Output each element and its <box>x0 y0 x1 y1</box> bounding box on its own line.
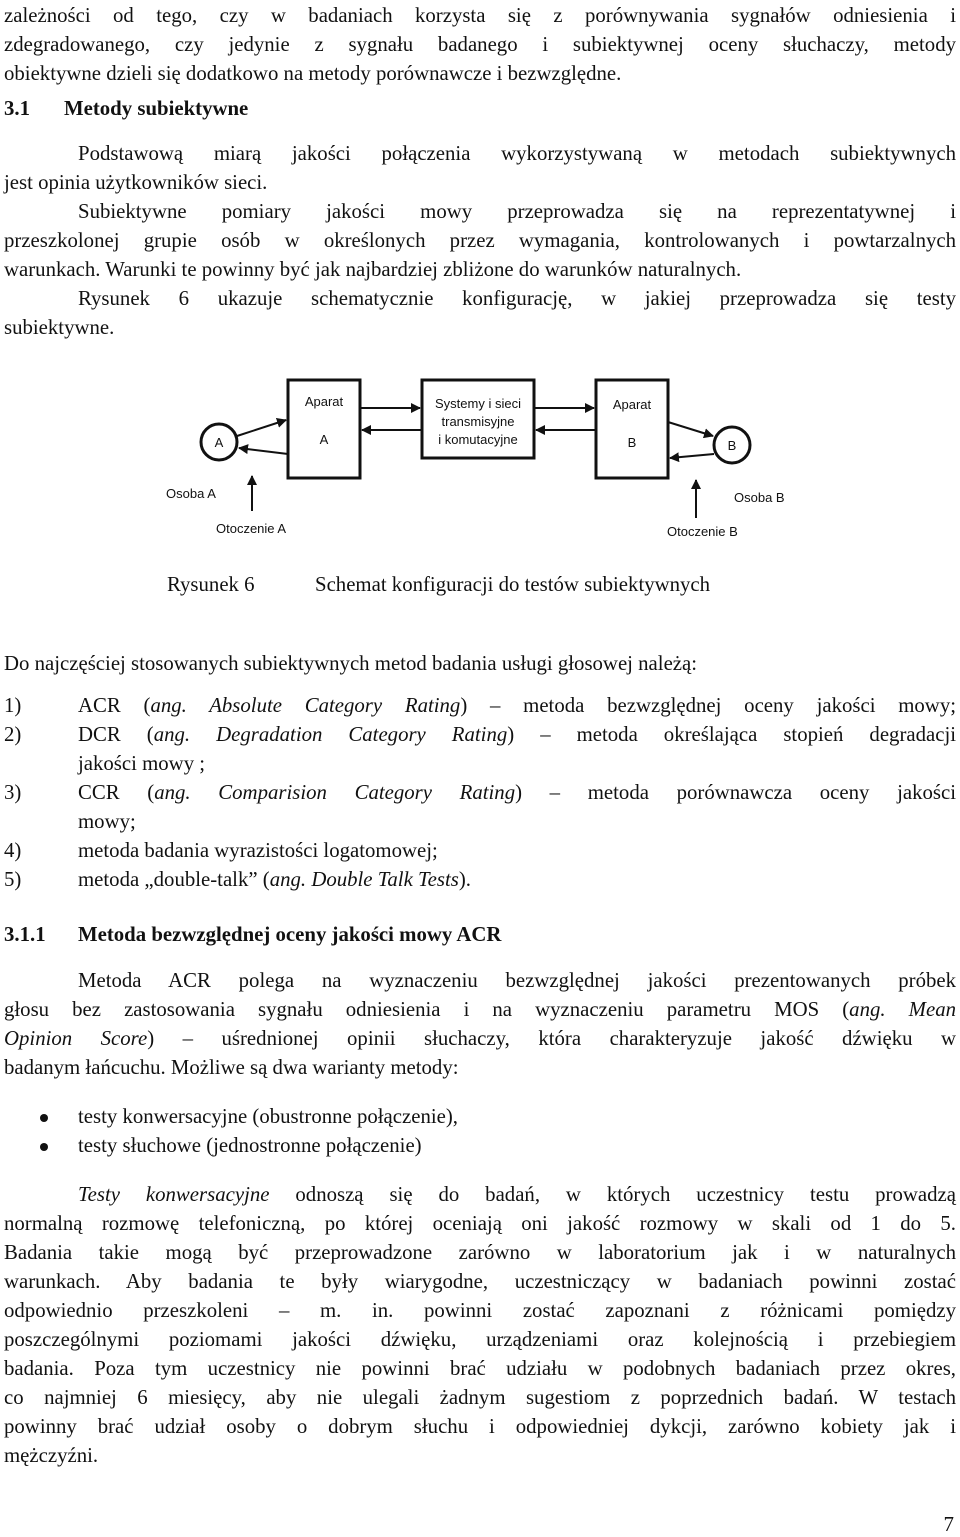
osoba-a-label: Osoba A <box>166 486 216 501</box>
intro-line: zależności od tego, czy w badaniach korzysta się z porównywania sygnałów odniesienia i <box>4 4 956 27</box>
bullet-dot <box>40 1114 48 1122</box>
bullet-item: testy konwersacyjne (obustronne połączenie), <box>4 1102 956 1131</box>
figure-caption <box>167 570 710 599</box>
aparat-a-box <box>288 380 360 478</box>
otoczenie-b-label: Otoczenie B <box>667 524 738 539</box>
method-item-cont: mowy; <box>78 810 136 833</box>
caption-text: Schemat konfiguracji do testów subiektywnych <box>315 573 711 596</box>
section-heading-3-1-1 <box>4 920 956 949</box>
systems-label-1: Systemy i sieci <box>435 396 521 411</box>
osoba-b-label: Osoba B <box>734 490 785 505</box>
paragraph-line: Opinion Score) – uśrednionej opinii słuchaczy, która charakteryzuje jakość dźwięku w <box>4 1027 956 1050</box>
bullet-dot <box>40 1143 48 1151</box>
environment-arrows <box>252 476 696 518</box>
paragraph-line: przeszkolonej grupie osób w określonych przez wymagania, kontrolowanych i powtarzalnych <box>4 229 956 252</box>
section-heading-3-1 <box>4 94 956 123</box>
person-b-label: B <box>727 438 737 453</box>
paragraph-line: warunkach. Warunki te powinny być jak najbardziej zbliżone do warunków naturalnych. <box>4 258 742 281</box>
aparat-b-label-1: Aparat <box>612 397 652 412</box>
paragraph-line: Rysunek 6 ukazuje schematycznie konfigurację, w jakiej przeprowadza się testy <box>78 287 956 310</box>
paragraph-line: powinny brać udział osoby o dobrym słuchu i odpowiedniej dykcji, zarówno kobiety jak i <box>4 1415 956 1438</box>
bullet-item: testy słuchowe (jednostronne połączenie) <box>4 1131 956 1160</box>
intro-line: zdegradowanego, czy jedynie z sygnału badanego i subiektywnej oceny słuchaczy, metody <box>4 33 956 56</box>
paragraph-line: warunkach. Aby badania te były wiarygodne, uczestniczący w badaniach powinni zostać <box>4 1270 956 1293</box>
configuration-diagram <box>164 378 796 544</box>
method-item: 3) CCR (ang. Comparision Category Rating) – metoda porównawcza oceny jakości <box>4 781 956 804</box>
systems-label-3: i komutacyjne <box>438 432 518 447</box>
paragraph-line: Testy konwersacyjne odnoszą się do badań, w których uczestnicy testu prowadzą <box>78 1183 956 1206</box>
section-number: 3.1.1 <box>4 923 46 946</box>
method-item: 2) DCR (ang. Degradation Category Rating) – metoda określająca stopień degradacji <box>4 723 957 746</box>
otoczenie-a-label: Otoczenie A <box>216 521 287 536</box>
aparat-b-box <box>596 380 668 478</box>
paragraph-line: poszczególnymi poziomami jakości dźwięku, urządzeniami oraz kolejnością i przebiegiem <box>4 1328 956 1351</box>
aparat-a-label-2: A <box>319 432 329 447</box>
page-number: 7 <box>943 1512 954 1536</box>
aparat-a-label-1: Aparat <box>304 394 344 409</box>
paragraph-line: Metoda ACR polega na wyznaczeniu bezwzględnej jakości prezentowanych próbek <box>78 969 956 992</box>
paragraph-line: mężczyźni. <box>4 1444 99 1467</box>
paragraph-line: normalną rozmowę telefoniczną, po której oceniają oni jakość rozmowy w skali od 1 do 5. <box>4 1212 956 1235</box>
section-title: Metoda bezwzględnej oceny jakości mowy ACR <box>78 923 502 946</box>
paragraph-line: Subiektywne pomiary jakości mowy przeprowadza się na reprezentatywnej i <box>78 200 956 223</box>
paragraph-line: subiektywne. <box>4 316 115 339</box>
paragraph-line: badania. Poza tym uczestnicy nie powinni brać udziału w podobnych badaniach przez okres, <box>4 1357 956 1380</box>
section-title: Metody subiektywne <box>64 97 249 120</box>
paragraph-line: odpowiednio przeszkoleni – m. in. powinni zostać zapoznani z różnicami pomiędzy <box>4 1299 956 1322</box>
method-item: 1) ACR (ang. Absolute Category Rating) – metoda bezwzględnej oceny jakości mowy; <box>4 694 956 717</box>
method-item-cont: jakości mowy ; <box>78 752 206 775</box>
caption-label: Rysunek 6 <box>167 573 255 596</box>
aparat-b-label-2: B <box>627 435 637 450</box>
methods-intro: Do najczęściej stosowanych subiektywnych metod badania usługi głosowej należą: <box>4 652 698 675</box>
paragraph-line: Podstawową miarą jakości połączenia wykorzystywaną w metodach subiektywnych <box>78 142 956 165</box>
systems-label-2: transmisyjne <box>441 414 515 429</box>
method-item: 4) metoda badania wyrazistości logatomowej; <box>4 839 438 862</box>
paragraph-line: głosu bez zastosowania sygnału odniesienia i na wyznaczeniu parametru MOS (ang. Mean <box>4 998 956 1021</box>
intro-line: obiektywne dzieli się dodatkowo na metody porównawcze i bezwzględne. <box>4 62 622 85</box>
method-item: 5) metoda „double-talk” (ang. Double Talk Tests). <box>4 868 471 891</box>
paragraph-line: Badania takie mogą być przeprowadzone zarówno w laboratorium jak i w naturalnych <box>4 1241 956 1264</box>
document-page <box>4 0 956 342</box>
person-b-circle <box>714 427 750 463</box>
systems-box <box>422 380 534 458</box>
document-page-lower <box>4 649 956 1470</box>
person-a-label: A <box>214 435 224 450</box>
person-a-circle <box>201 424 237 460</box>
paragraph-line: badanym łańcuchu. Możliwe są dwa warianty metody: <box>4 1056 459 1079</box>
paragraph-line: co najmniej 6 miesięcy, aby nie ulegali żadnym sugestiom z poprzednich badań. W testach <box>4 1386 956 1409</box>
section-number: 3.1 <box>4 97 30 120</box>
paragraph-line: jest opinia użytkowników sieci. <box>4 171 268 194</box>
